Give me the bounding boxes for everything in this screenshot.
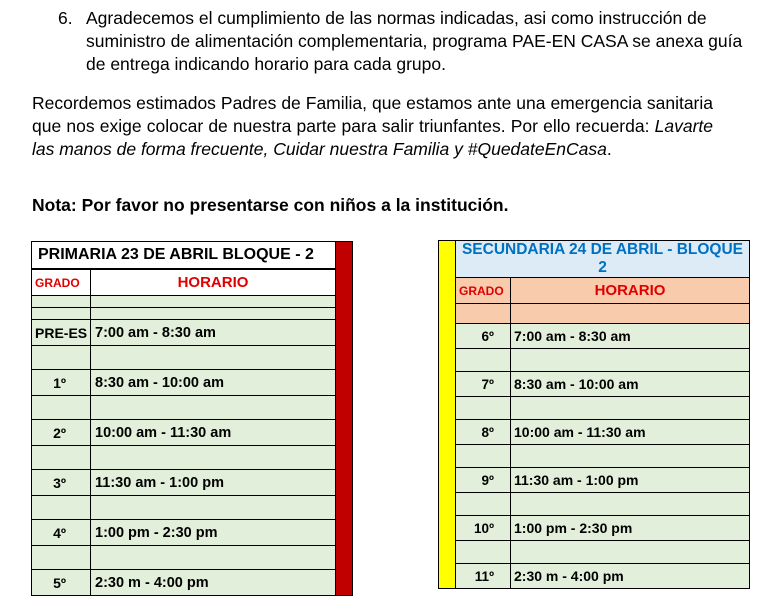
table-row (439, 516, 750, 541)
reminder-paragraph (32, 92, 713, 161)
list-item-number: 6. (58, 8, 73, 28)
table-row (32, 570, 353, 596)
reminder-text: Recordemos estimados Padres de Familia, que estamos ante una emergencia sanitaria que nos exige colocar de nuestra parte para salir triunfantes. Por ello recuerda: (32, 93, 713, 136)
table-row (439, 324, 750, 349)
primaria-grado-cell: 3º (32, 470, 91, 496)
secundaria-horario-cell: 8:30 am - 10:00 am (511, 372, 750, 397)
primaria-title: PRIMARIA 23 DE ABRIL BLOQUE - 2 (32, 242, 336, 270)
primaria-schedule-table (31, 241, 353, 596)
primaria-horario-cell: 8:30 am - 10:00 am (91, 370, 336, 396)
nota-text: Nota: Por favor no presentarse con niños a la institución. (32, 195, 509, 215)
primaria-grado-cell: PRE-ES (32, 320, 91, 346)
secundaria-grado-cell: 8º (456, 420, 511, 445)
list-item-text: Agradecemos el cumplimiento de las normas indicadas, asi como instrucción de suministro de alimentación complementaria, programa PAE-EN CASA se anexa guía de entrega indicando horario para cada grupo. (86, 8, 743, 74)
table-row (32, 420, 353, 446)
primaria-grado-cell: 5º (32, 570, 91, 596)
secundaria-horario-cell: 10:00 am - 11:30 am (511, 420, 750, 445)
secundaria-grado-cell: 6º (456, 324, 511, 349)
reminder-end: . (606, 139, 612, 159)
reminder-italic-text: Lavarte las manos de forma frecuente, Cuidar nuestra Familia y #QuedateEnCasa (32, 116, 713, 159)
primaria-horario-cell: 11:30 am - 1:00 pm (91, 470, 336, 496)
secundaria-title: SECUNDARIA 24 DE ABRIL - BLOQUE 2 (456, 241, 750, 278)
primaria-horario-cell: 7:00 am - 8:30 am (91, 320, 336, 346)
secundaria-accent-bar (439, 241, 456, 589)
secundaria-grado-cell: 11º (456, 564, 511, 589)
secundaria-header-grado: GRADO (456, 278, 511, 304)
primaria-header-grado: GRADO (32, 269, 91, 296)
table-row (439, 372, 750, 397)
primaria-accent-bar (336, 242, 353, 596)
secundaria-horario-cell: 7:00 am - 8:30 am (511, 324, 750, 349)
primaria-horario-cell: 2:30 m - 4:00 pm (91, 570, 336, 596)
secundaria-header-horario: HORARIO (511, 278, 750, 304)
secundaria-grado-cell: 9º (456, 468, 511, 493)
secundaria-schedule-table (438, 240, 750, 589)
secundaria-grado-cell: 10º (456, 516, 511, 541)
secundaria-grado-cell: 7º (456, 372, 511, 397)
primaria-header-horario: HORARIO (91, 269, 336, 296)
table-row (439, 564, 750, 589)
table-row (32, 320, 353, 346)
primaria-grado-cell: 2º (32, 420, 91, 446)
table-row (32, 520, 353, 546)
secundaria-horario-cell: 2:30 m - 4:00 pm (511, 564, 750, 589)
table-row (32, 470, 353, 496)
primaria-grado-cell: 4º (32, 520, 91, 546)
primaria-horario-cell: 1:00 pm - 2:30 pm (91, 520, 336, 546)
secundaria-horario-cell: 1:00 pm - 2:30 pm (511, 516, 750, 541)
table-row (439, 468, 750, 493)
primaria-horario-cell: 10:00 am - 11:30 am (91, 420, 336, 446)
secundaria-horario-cell: 11:30 am - 1:00 pm (511, 468, 750, 493)
primaria-grado-cell: 1º (32, 370, 91, 396)
table-row (32, 370, 353, 396)
table-row (439, 420, 750, 445)
